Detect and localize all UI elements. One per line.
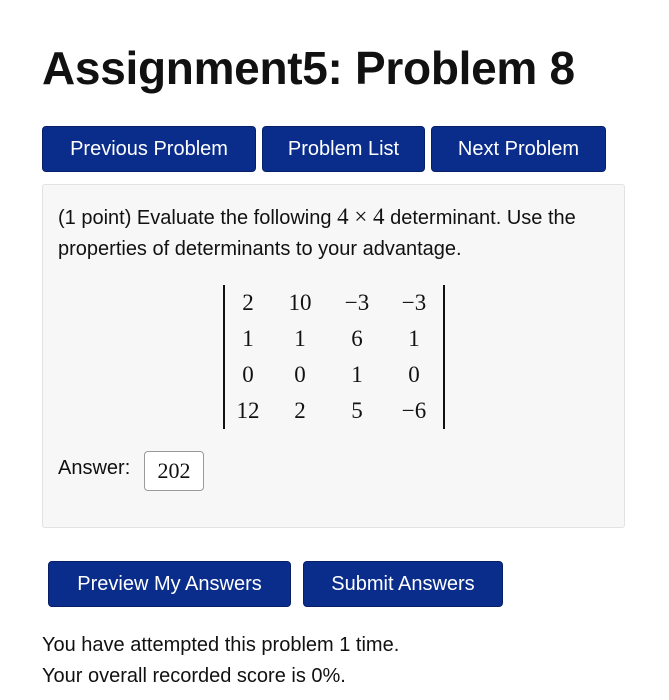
problem-instruction-text: determinant. Use the properties of determinants to your advantage. <box>58 207 576 260</box>
previous-problem-button[interactable]: Previous Problem <box>42 126 256 172</box>
matrix-cell: 1 <box>242 326 254 351</box>
answer-label: Answer: <box>58 457 131 479</box>
matrix-cell: 2 <box>242 290 254 315</box>
matrix-cell: 1 <box>408 326 420 351</box>
matrix-cell: 5 <box>351 398 363 423</box>
matrix-cell: −3 <box>401 290 427 315</box>
matrix-cell: 0 <box>242 362 254 387</box>
answer-actions <box>48 561 503 607</box>
page-title: Assignment5: Problem 8 <box>42 42 575 94</box>
matrix-row <box>225 357 443 393</box>
attempts-text: You have attempted this problem 1 time. <box>42 634 400 656</box>
matrix-cell: 0 <box>294 362 306 387</box>
matrix-row <box>225 321 443 357</box>
determinant-matrix <box>223 285 445 429</box>
matrix-cell: 12 <box>236 398 260 423</box>
submit-answers-button[interactable]: Submit Answers <box>303 561 503 607</box>
problem-list-button[interactable]: Problem List <box>262 126 425 172</box>
matrix-cell: 1 <box>351 362 363 387</box>
matrix-cell: 6 <box>351 326 363 351</box>
matrix-dimension: 4 × 4 <box>337 204 385 229</box>
problem-navigation <box>42 126 606 172</box>
matrix-cell: 0 <box>408 362 420 387</box>
matrix-cell: 2 <box>294 398 306 423</box>
score-text: Your overall recorded score is 0%. <box>42 665 346 687</box>
matrix-cell: 1 <box>294 326 306 351</box>
problem-statement <box>58 201 613 265</box>
preview-answers-button[interactable]: Preview My Answers <box>48 561 291 607</box>
matrix-cell: −3 <box>344 290 370 315</box>
matrix-cell: 10 <box>288 290 312 315</box>
answer-input[interactable] <box>144 451 204 491</box>
matrix-row <box>225 393 443 429</box>
matrix-cell: −6 <box>401 398 427 423</box>
next-problem-button[interactable]: Next Problem <box>431 126 606 172</box>
problem-panel <box>42 184 625 528</box>
matrix-row <box>225 285 443 321</box>
problem-points-text: (1 point) Evaluate the following <box>58 207 338 229</box>
